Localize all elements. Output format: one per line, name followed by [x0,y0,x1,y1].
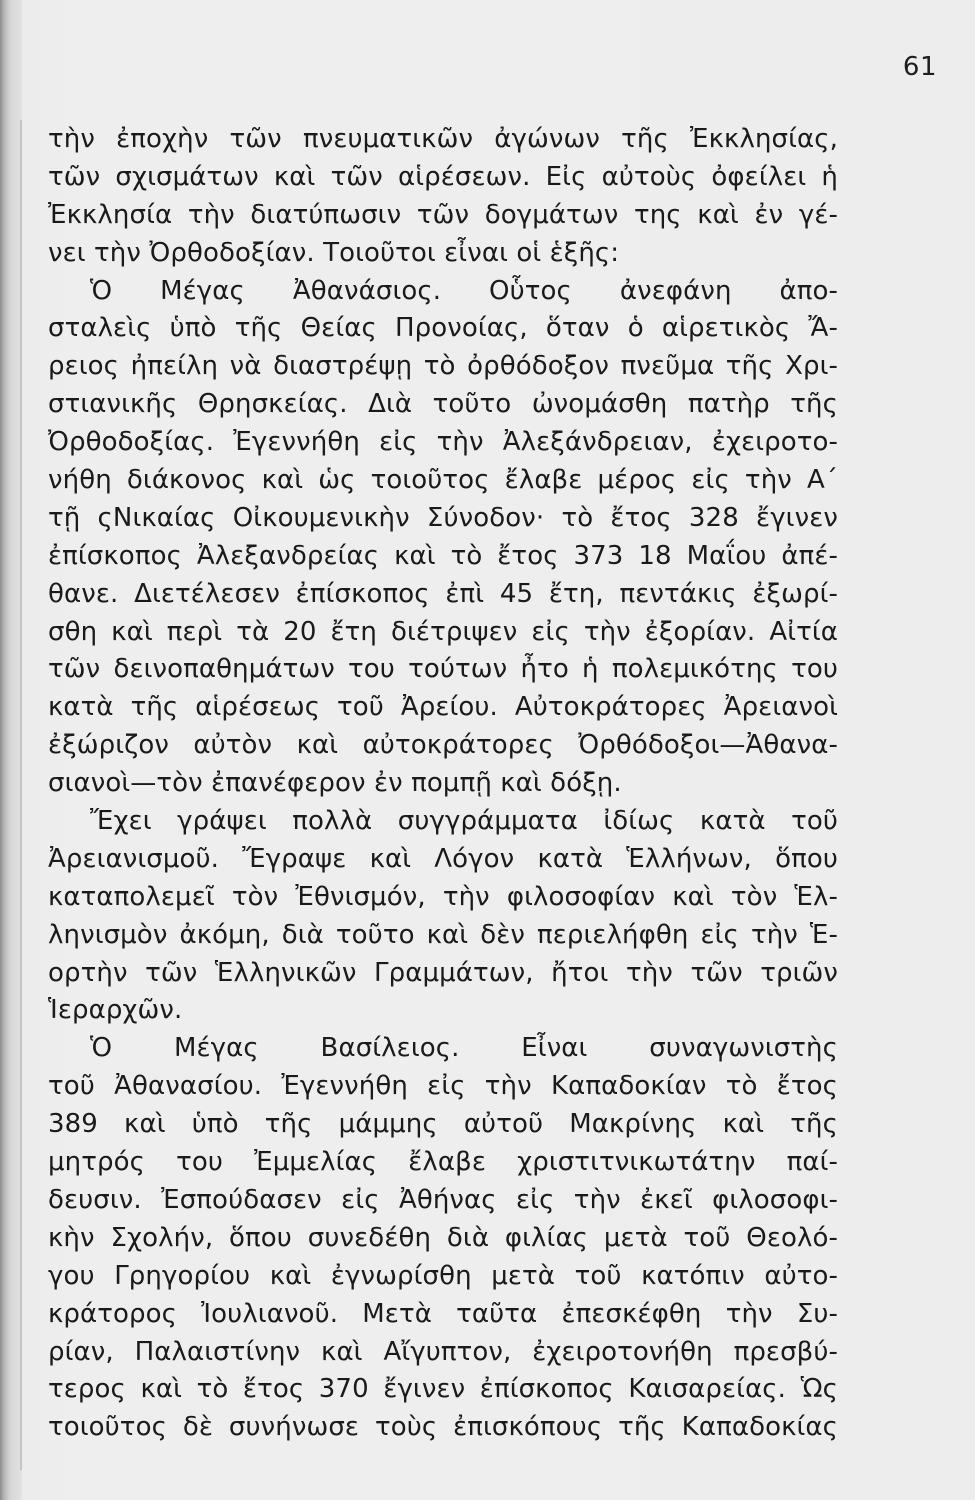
text-line: Ὁ Μέγας Ἀθανάσιος. Οὗτος ἀνεφάνη ἀπο- [90,275,838,306]
text-line: κὴν Σχολήν, ὅπου συνεδέθη διὰ φιλίας μετὰ τοῦ Θεολό- [48,1222,838,1253]
text-line: νήθη διάκονος καὶ ὡς τοιοῦτος ἔλαβε μέρος εἰς τὴν Α΄ [48,465,838,496]
text-line: μητρός του Ἐμμελίας ἔλαβε χριστιτνικωτάτην παί- [48,1147,838,1178]
text-line: σταλεὶς ὑπὸ τῆς Θείας Προνοίας, ὅταν ὁ αἱρετικὸς Ἄ- [48,313,838,344]
text-line: τὴν ἐποχὴν τῶν πνευματικῶν ἀγώνων τῆς Ἐκκλησίας, [48,124,838,154]
text-line: 389 καὶ ὑπὸ τῆς μάμμης αὐτοῦ Μακρίνης καὶ τῆς [48,1109,838,1140]
text-line: Ὁ Μέγας Βασίλειος. Εἶναι συναγωνιστὴς [90,1033,838,1064]
text-line: σιανοὶ—τὸν ἐπανέφερον ἐν πομπῇ καὶ δόξῃ. [48,768,622,799]
text-line: Ἱεραρχῶν. [48,995,183,1026]
page-edge-shadow [20,120,22,1470]
text-line: Ἀρειανισμοῦ. Ἔγραψε καὶ Λόγον κατὰ Ἑλλήνων, ὅπου [48,843,838,874]
text-line: τοῦ Ἀθανασίου. Ἐγεννήθη εἰς τὴν Καπαδοκίαν τὸ ἔτος [48,1071,838,1102]
text-line: γου Γρηγορίου καὶ ἐγνωρίσθη μετὰ τοῦ κατόπιν αὐτο- [48,1260,838,1291]
text-line: Ἐκκλησία τὴν διατύπωσιν τῶν δογμάτων της καὶ ἐν γέ- [48,199,838,230]
text-line: τοιοῦτος δὲ συνήνωσε τοὺς ἐπισκόπους τῆς Καπαδοκίας [48,1412,838,1443]
text-line: Ὀρθοδοξίας. Ἐγεννήθη εἰς τὴν Ἀλεξάνδρειαν, ἐχειροτο- [48,427,838,458]
text-line: ρειος ἠπείλη νὰ διαστρέψῃ τὸ ὀρθόδοξον πνεῦμα τῆς Χρι- [48,351,838,382]
body-text [48,121,838,1447]
text-line: ληνισμὸν ἀκόμη, διὰ τοῦτο καὶ δὲν περιελήφθη εἰς τὴν Ἑ- [48,919,838,950]
text-line: κράτορος Ἰουλιανοῦ. Μετὰ ταῦτα ἐπεσκέφθη τὴν Συ- [48,1298,838,1329]
text-line: τῇ ςΝικαίας Οἰκουμενικὴν Σύνοδον· τὸ ἔτος 328 ἔγινεν [48,502,838,533]
text-line: τερος καὶ τὸ ἔτος 370 ἔγινεν ἐπίσκοπος Καισαρείας. Ὡς [48,1374,838,1405]
text-line: νει τὴν Ὀρθοδοξίαν. Τοιοῦτοι εἶναι οἱ ἑξῆς: [48,237,620,268]
text-line: θανε. Διετέλεσεν ἐπίσκοπος ἐπὶ 45 ἔτη, πεντάκις ἐξωρί- [48,578,838,609]
text-line: σθη καὶ περὶ τὰ 20 ἔτη διέτριψεν εἰς τὴν ἐξορίαν. Αἰτία [48,616,838,647]
text-line: Ἔχει γράψει πολλὰ συγγράμματα ἰδίως κατὰ τοῦ [90,806,838,837]
text-line: τῶν δεινοπαθημάτων του τούτων ἦτο ἡ πολεμικότης του [48,654,838,685]
text-line: καταπολεμεῖ τὸν Ἐθνισμόν, τὴν φιλοσοφίαν καὶ τὸν Ἑλ- [48,881,838,912]
text-line: ρίαν, Παλαιστίνην καὶ Αἴγυπτον, ἐχειροτονήθη πρεσβύ- [48,1336,838,1367]
binding-edge [0,0,22,1500]
text-line: ἐπίσκοπος Ἀλεξανδρείας καὶ τὸ ἔτος 373 18 Μαΐου ἀπέ- [48,540,838,571]
text-line: στιανικῆς Θρησκείας. Διὰ τοῦτο ὠνομάσθη πατὴρ τῆς [48,389,838,420]
text-line: κατὰ τῆς αἱρέσεως τοῦ Ἀρείου. Αὐτοκράτορες Ἀρειανοὶ [48,692,838,723]
page-number: 61 [902,52,937,82]
text-line: δευσιν. Ἐσπούδασεν εἰς Ἀθήνας εἰς τὴν ἐκεῖ φιλοσοφι- [48,1184,838,1215]
text-line: τῶν σχισμάτων καὶ τῶν αἱρέσεων. Εἰς αὐτοὺς ὀφείλει ἡ [48,161,838,192]
text-line: ἐξώριζον αὐτὸν καὶ αὐτοκράτορες Ὀρθόδοξοι—Ἀθανα- [48,730,838,761]
text-line: ορτὴν τῶν Ἑλληνικῶν Γραμμάτων, ἤτοι τὴν τῶν τριῶν [48,957,838,988]
